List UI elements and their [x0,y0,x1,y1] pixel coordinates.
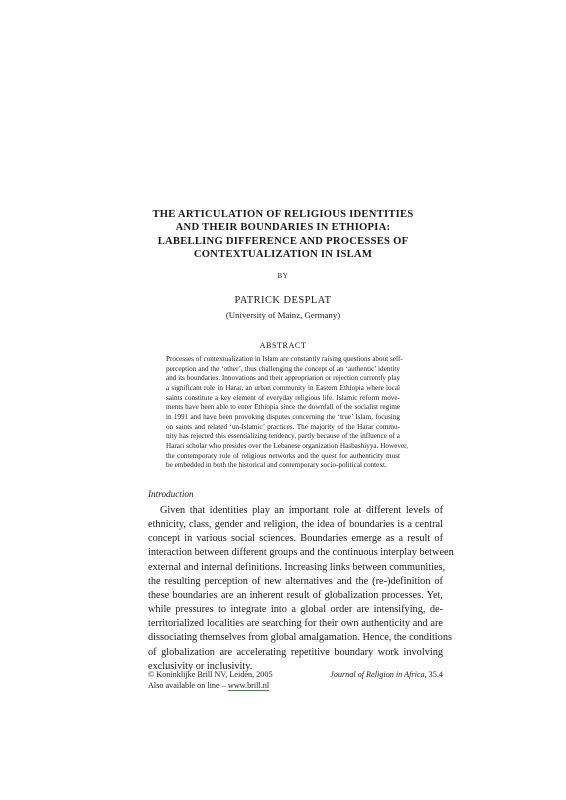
abstract-line: ments have been able to enter Ethiopia since the downfall of the socialist regime [166,403,400,412]
author-name: PATRICK DESPLAT [234,295,332,306]
title-line: AND THEIR BOUNDARIES IN ETHIOPIA: [175,222,391,234]
abstract-line: perception and the ‘other’, thus challenging the concept of an ‘authentic’ identity [166,364,400,373]
abstract-line: saints constitute a key element of everyday religious life. Islamic reform move- [166,393,400,402]
abstract-line: be embedded in both the historical and contemporary socio-political context. [166,461,387,470]
journal-citation [330,670,443,679]
body-line: these boundaries are an inherent result of globalization processes. Yet, [148,589,443,601]
body-line: concept in various social sciences. Boundaries emerge as a result of [148,533,443,545]
body-line: ethnicity, class, gender and religion, the idea of boundaries is a central [148,519,443,531]
abstract-line: on saints and related ‘un-Islamic’ practices. The majority of the Harar commu- [166,422,400,431]
abstract-line: Harari scholar who presides over the Lebanese organization Hasbashiyya. However, [166,441,409,450]
abstract-line: a significant role in Harar, an urban community in Eastern Ethiopia where local [166,383,400,392]
body-line: territorialized localities are searching for their own authenticity and are [148,618,443,630]
body-line: exclusivity or inclusivity. [148,660,253,672]
article-title [140,208,426,262]
online-prefix: Also available on line – [148,680,226,690]
body-line: dissociating themselves from global amalgamation. Hence, the conditions [148,632,452,644]
section-heading: Introduction [148,489,194,499]
brill-link[interactable]: www.brill.nl [227,680,270,690]
journal-name: Journal of Religion in Africa, [330,670,427,679]
abstract-body [166,355,409,471]
title-line: THE ARTICULATION OF RELIGIOUS IDENTITIES [152,209,414,220]
copyright-text: © Koninklijke Brill NV, Leiden, 2005 [148,670,273,679]
author-affiliation: (University of Mainz, Germany) [225,310,341,320]
abstract-heading: ABSTRACT [259,341,307,350]
body-line: Given that identities play an important role at different levels of [160,505,443,516]
journal-volume: 35.4 [428,670,443,679]
body-line: of globalization are accelerating repetitive boundary work involving [148,646,443,658]
body-line: external and internal definitions. Increasing links between communities, [148,561,446,573]
abstract-line: the contemporary role of religious networks and the quest for authenticity must [166,451,400,460]
footer-copyright [148,670,273,692]
body-paragraph [148,504,454,674]
body-line: while pressures to integrate into a global order are intensifying, de- [148,604,443,616]
body-line: the resulting perception of new alternatives and the (re-)definition of [148,575,443,587]
abstract-line: nity has rejected this essentializing tendency, partly because of the influence of a [166,432,400,441]
title-line: CONTEXTUALIZATION IN ISLAM [193,249,373,261]
title-line: LABELLING DIFFERENCE AND PROCESSES OF [157,235,409,247]
byline-by: BY [277,272,289,280]
abstract-line: in 1991 and have been provoking disputes concerning the ‘true’ Islam, focusing [166,412,400,421]
body-line: interaction between different groups and the continuous interplay between [148,547,454,559]
abstract-line: and its boundaries. Innovations and their appropriation or rejection currently play [166,374,401,383]
abstract-line: Processes of contextualization in Islam are constantly raising questions about self- [166,355,403,363]
online-availability [148,681,273,692]
